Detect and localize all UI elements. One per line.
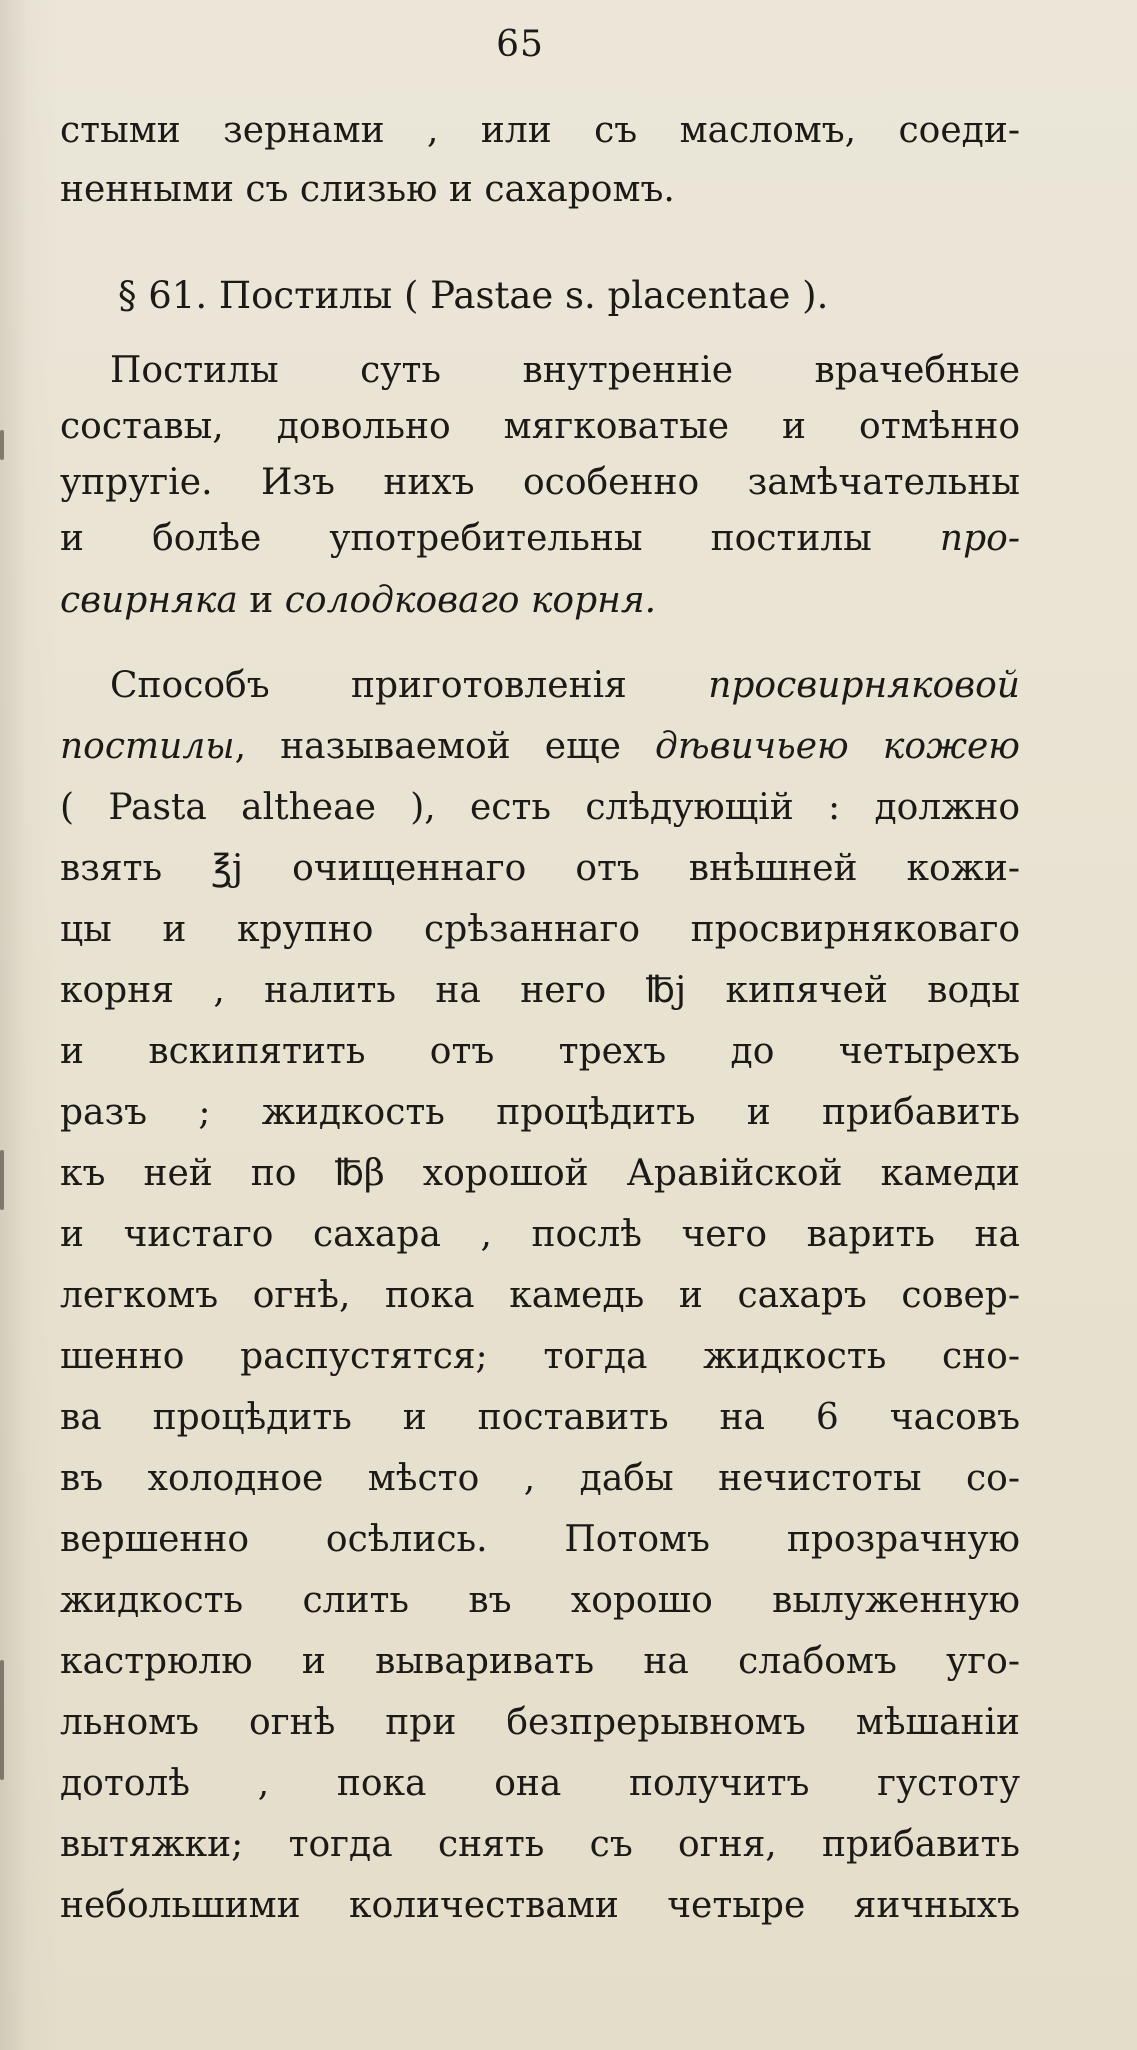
text-line: Способъ приготовленія просвирняковой (110, 665, 1020, 706)
text-line: ненными съ слизью и сахаромъ. (60, 169, 675, 210)
italic-term: про- (939, 518, 1020, 559)
text-line: небольшими количествами четыре яичныхъ (60, 1885, 1020, 1926)
text-line: шенно распустятся; тогда жидкость сно- (60, 1336, 1020, 1377)
page-number: 65 (496, 24, 544, 65)
italic-term: постилы (60, 726, 235, 767)
text-line: и болѣе употребительны постилы про- (60, 518, 1020, 559)
gutter-shadow-mark (0, 1150, 4, 1210)
text-line: свирняка и солодковаго корня. (60, 580, 657, 621)
text-line: разъ ; жидкость процѣдить и прибавить (60, 1092, 1020, 1133)
text-line: ( Pasta altheae ), есть слѣдующій : должно (60, 787, 1020, 828)
italic-term: свирняка (60, 580, 238, 621)
gutter-shadow-mark (0, 1660, 4, 1780)
text-line: легкомъ огнѣ, пока камедь и сахаръ совер- (60, 1275, 1020, 1316)
text-line: къ ней по ℔β хорошой Аравійской камеди (60, 1153, 1020, 1194)
text-line: Постилы суть внутренніе врачебные (110, 350, 1020, 391)
text-line: льномъ огнѣ при безпрерывномъ мѣшаніи (60, 1702, 1020, 1743)
italic-term: дѣвичьею кожею (655, 726, 1020, 767)
section-heading: § 61. Постилы ( Pastae s. placentae ). (118, 274, 829, 317)
text-line: вытяжки; тогда снять съ огня, прибавить (60, 1824, 1020, 1865)
text-line: составы, довольно мягковатые и отмѣнно (60, 406, 1020, 447)
text-line: кастрюлю и вываривать на слабомъ уго- (60, 1641, 1020, 1682)
text-line: жидкость слить въ хорошо вылуженную (60, 1580, 1020, 1621)
text-line: цы и крупно срѣзаннаго просвирняковаго (60, 909, 1020, 950)
text-line: и чистаго сахара , послѣ чего варить на (60, 1214, 1020, 1255)
text-line: въ холодное мѣсто , дабы нечистоты со- (60, 1458, 1020, 1499)
text-line: дотолѣ , пока она получитъ густоту (60, 1763, 1020, 1804)
text-line: взять ℥j очищеннаго отъ внѣшней кожи- (60, 848, 1020, 889)
text-line: ва процѣдить и поставить на 6 часовъ (60, 1397, 1020, 1438)
text-line: вершенно осѣлись. Потомъ прозрачную (60, 1519, 1020, 1560)
text-line: стыми зернами , или съ масломъ, соеди- (60, 110, 1020, 151)
italic-term: солодковаго корня. (284, 580, 657, 621)
gutter-shadow-mark (0, 430, 4, 460)
text-line: постилы, называемой еще дѣвичьею кожею (60, 726, 1020, 767)
text-line: корня , налить на него ℔j кипячей воды (60, 970, 1020, 1011)
text-line: упругіе. Изъ нихъ особенно замѣчательны (60, 462, 1020, 503)
italic-term: просвирняковой (708, 665, 1020, 706)
text-line: и вскипятить отъ трехъ до четырехъ (60, 1031, 1020, 1072)
